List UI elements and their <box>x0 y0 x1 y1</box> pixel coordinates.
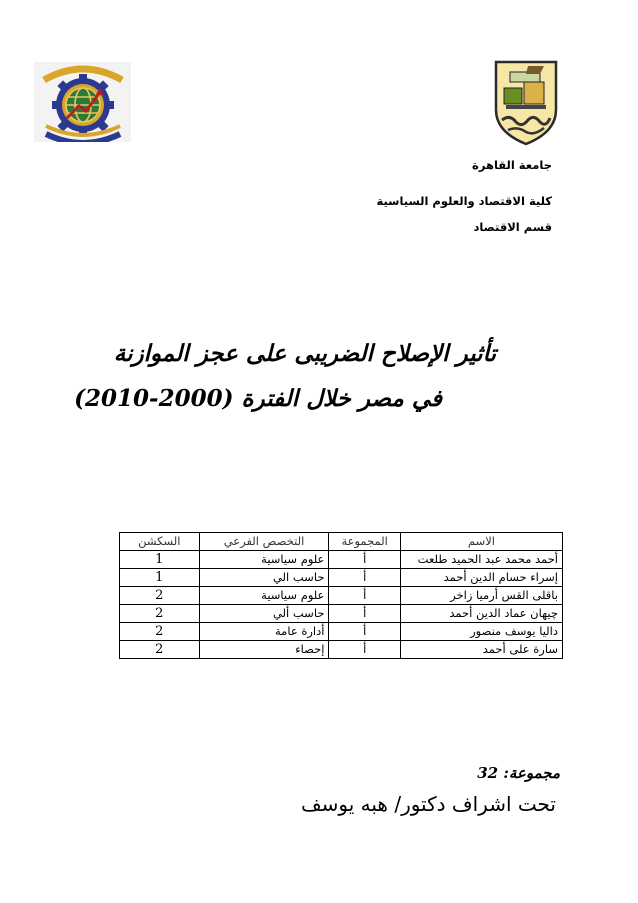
group-number: مجموعة: 32 <box>477 764 560 782</box>
cell-section: 1 <box>120 569 200 587</box>
department-name: قسم الاقتصاد <box>473 220 552 234</box>
university-name: جامعة القاهرة <box>472 158 552 172</box>
cell-name: أحمد محمد عبد الحميد طلعت <box>400 551 562 569</box>
table-row <box>120 641 563 659</box>
cell-specialization: حاسب الي <box>199 569 329 587</box>
header-section: السكشن <box>120 533 200 551</box>
cell-group: أ <box>329 551 400 569</box>
header-name: الاسم <box>400 533 562 551</box>
cell-name: إسراء حسام الدين أحمد <box>400 569 562 587</box>
table-header-row <box>120 533 563 551</box>
table-row <box>120 587 563 605</box>
cell-specialization: علوم سياسية <box>199 551 329 569</box>
table-row <box>120 551 563 569</box>
cell-group: أ <box>329 605 400 623</box>
table-row <box>120 569 563 587</box>
cell-section: 2 <box>120 605 200 623</box>
table-row <box>120 623 563 641</box>
cell-specialization: إحصاء <box>199 641 329 659</box>
cell-group: أ <box>329 587 400 605</box>
cell-name: چيهان عماد الدين أحمد <box>400 605 562 623</box>
university-logo <box>488 58 564 148</box>
members-table <box>119 532 563 659</box>
cell-section: 1 <box>120 551 200 569</box>
cell-specialization: أدارة عامة <box>199 623 329 641</box>
header-group: المجموعة <box>329 533 400 551</box>
cell-name: سارة على أحمد <box>400 641 562 659</box>
faculty-name: كلية الاقتصاد والعلوم السياسية <box>376 194 552 208</box>
cell-group: أ <box>329 569 400 587</box>
cell-name: داليا يوسف منصور <box>400 623 562 641</box>
cell-section: 2 <box>120 623 200 641</box>
cell-section: 2 <box>120 587 200 605</box>
cell-specialization: علوم سياسية <box>199 587 329 605</box>
cell-group: أ <box>329 641 400 659</box>
supervisor-line: تحت اشراف دكتور/ هبه يوسف <box>300 792 556 816</box>
cell-group: أ <box>329 623 400 641</box>
cell-name: باقلى القس أرميا زاخر <box>400 587 562 605</box>
faculty-logo <box>34 62 131 142</box>
cell-specialization: حاسب ألي <box>199 605 329 623</box>
table-row <box>120 605 563 623</box>
title-line-2: في مصر خلال الفترة (2000-2010) <box>74 385 442 412</box>
header-specialization: التخصص الفرعي <box>199 533 329 551</box>
cell-section: 2 <box>120 641 200 659</box>
title-line-1: تأثير الإصلاح الضريبى على عجز الموازنة <box>113 340 496 367</box>
